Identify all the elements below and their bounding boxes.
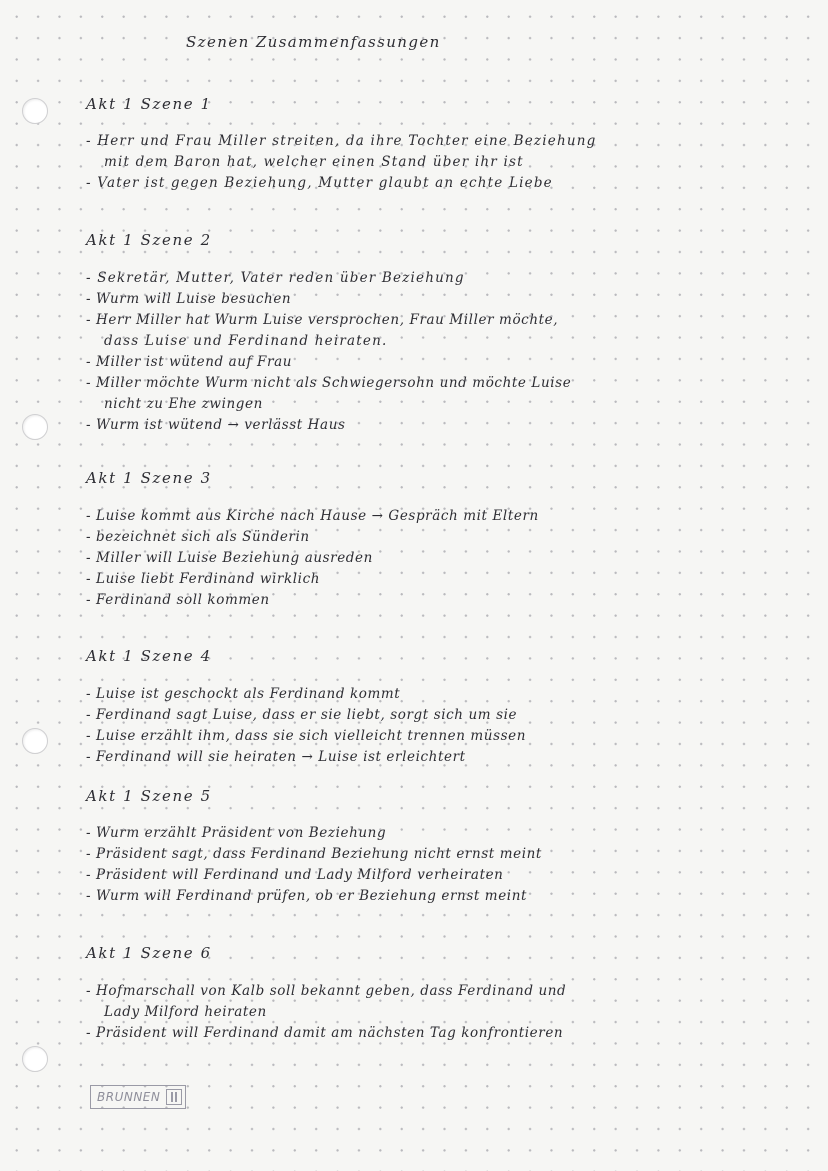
punch-hole xyxy=(22,1046,48,1072)
note-line: nicht zu Ehe zwingen xyxy=(104,396,263,412)
note-line: - Präsident will Ferdinand damit am nächsten Tag konfrontieren xyxy=(86,1025,564,1041)
note-line: - Hofmarschall von Kalb soll bekannt geben, dass Ferdinand und xyxy=(86,983,567,999)
note-line: - Präsident will Ferdinand und Lady Milford verheiraten xyxy=(86,867,504,883)
note-line: - Luise ist geschockt als Ferdinand kommt xyxy=(86,686,401,702)
scene-heading: Akt 1 Szene 2 xyxy=(86,231,212,249)
note-line: - Herr Miller hat Wurm Luise versprochen, Frau Miller möchte, xyxy=(86,312,559,328)
scene-heading: Akt 1 Szene 4 xyxy=(86,647,212,665)
note-line: - Luise kommt aus Kirche nach Hause → Gespräch mit Eltern xyxy=(86,508,539,524)
punch-hole xyxy=(22,414,48,440)
note-line: - Luise liebt Ferdinand wirklich xyxy=(86,571,321,587)
note-line: - Ferdinand sagt Luise, dass er sie liebt, sorgt sich um sie xyxy=(86,707,518,723)
note-line: - Sekretär, Mutter, Vater reden über Beziehung xyxy=(86,270,465,286)
note-line: - Miller ist wütend auf Frau xyxy=(86,354,293,370)
brand-name: BRUNNEN xyxy=(97,1090,161,1104)
note-line: - Wurm erzählt Präsident von Beziehung xyxy=(86,825,387,841)
note-line: Lady Milford heiraten xyxy=(104,1004,267,1020)
note-line: - Wurm ist wütend → verlässt Haus xyxy=(86,417,346,433)
note-line: - Ferdinand soll kommen xyxy=(86,592,270,608)
note-line: - bezeichnet sich als Sünderin xyxy=(86,529,310,545)
note-line: - Miller möchte Wurm nicht als Schwiegersohn und möchte Luise xyxy=(86,375,572,391)
scene-heading: Akt 1 Szene 3 xyxy=(86,469,212,487)
note-line: - Vater ist gegen Beziehung, Mutter glaubt an echte Liebe xyxy=(86,175,553,191)
note-line: - Herr und Frau Miller streiten, da ihre Tochter eine Beziehung xyxy=(86,133,597,149)
note-line: - Ferdinand will sie heiraten → Luise ist erleichtert xyxy=(86,749,466,765)
note-line: dass Luise und Ferdinand heiraten. xyxy=(104,333,388,349)
note-line: - Wurm will Ferdinand prüfen, ob er Beziehung ernst meint xyxy=(86,888,528,904)
note-line: - Luise erzählt ihm, dass sie sich vielleicht trennen müssen xyxy=(86,728,527,744)
note-line: - Wurm will Luise besuchen xyxy=(86,291,292,307)
punch-hole xyxy=(22,728,48,754)
note-line: mit dem Baron hat, welcher einen Stand über ihr ist xyxy=(104,154,524,170)
brand-logo xyxy=(90,1085,186,1109)
scene-heading: Akt 1 Szene 5 xyxy=(86,787,212,805)
scene-heading: Akt 1 Szene 6 xyxy=(86,944,212,962)
scene-heading: Akt 1 Szene 1 xyxy=(86,95,212,113)
punch-hole xyxy=(22,98,48,124)
note-line: - Miller will Luise Beziehung ausreden xyxy=(86,550,373,566)
page-title: Szenen Zusammenfassungen xyxy=(186,33,441,51)
note-line: - Präsident sagt, dass Ferdinand Beziehung nicht ernst meint xyxy=(86,846,542,862)
brand-mark-icon xyxy=(166,1089,182,1105)
